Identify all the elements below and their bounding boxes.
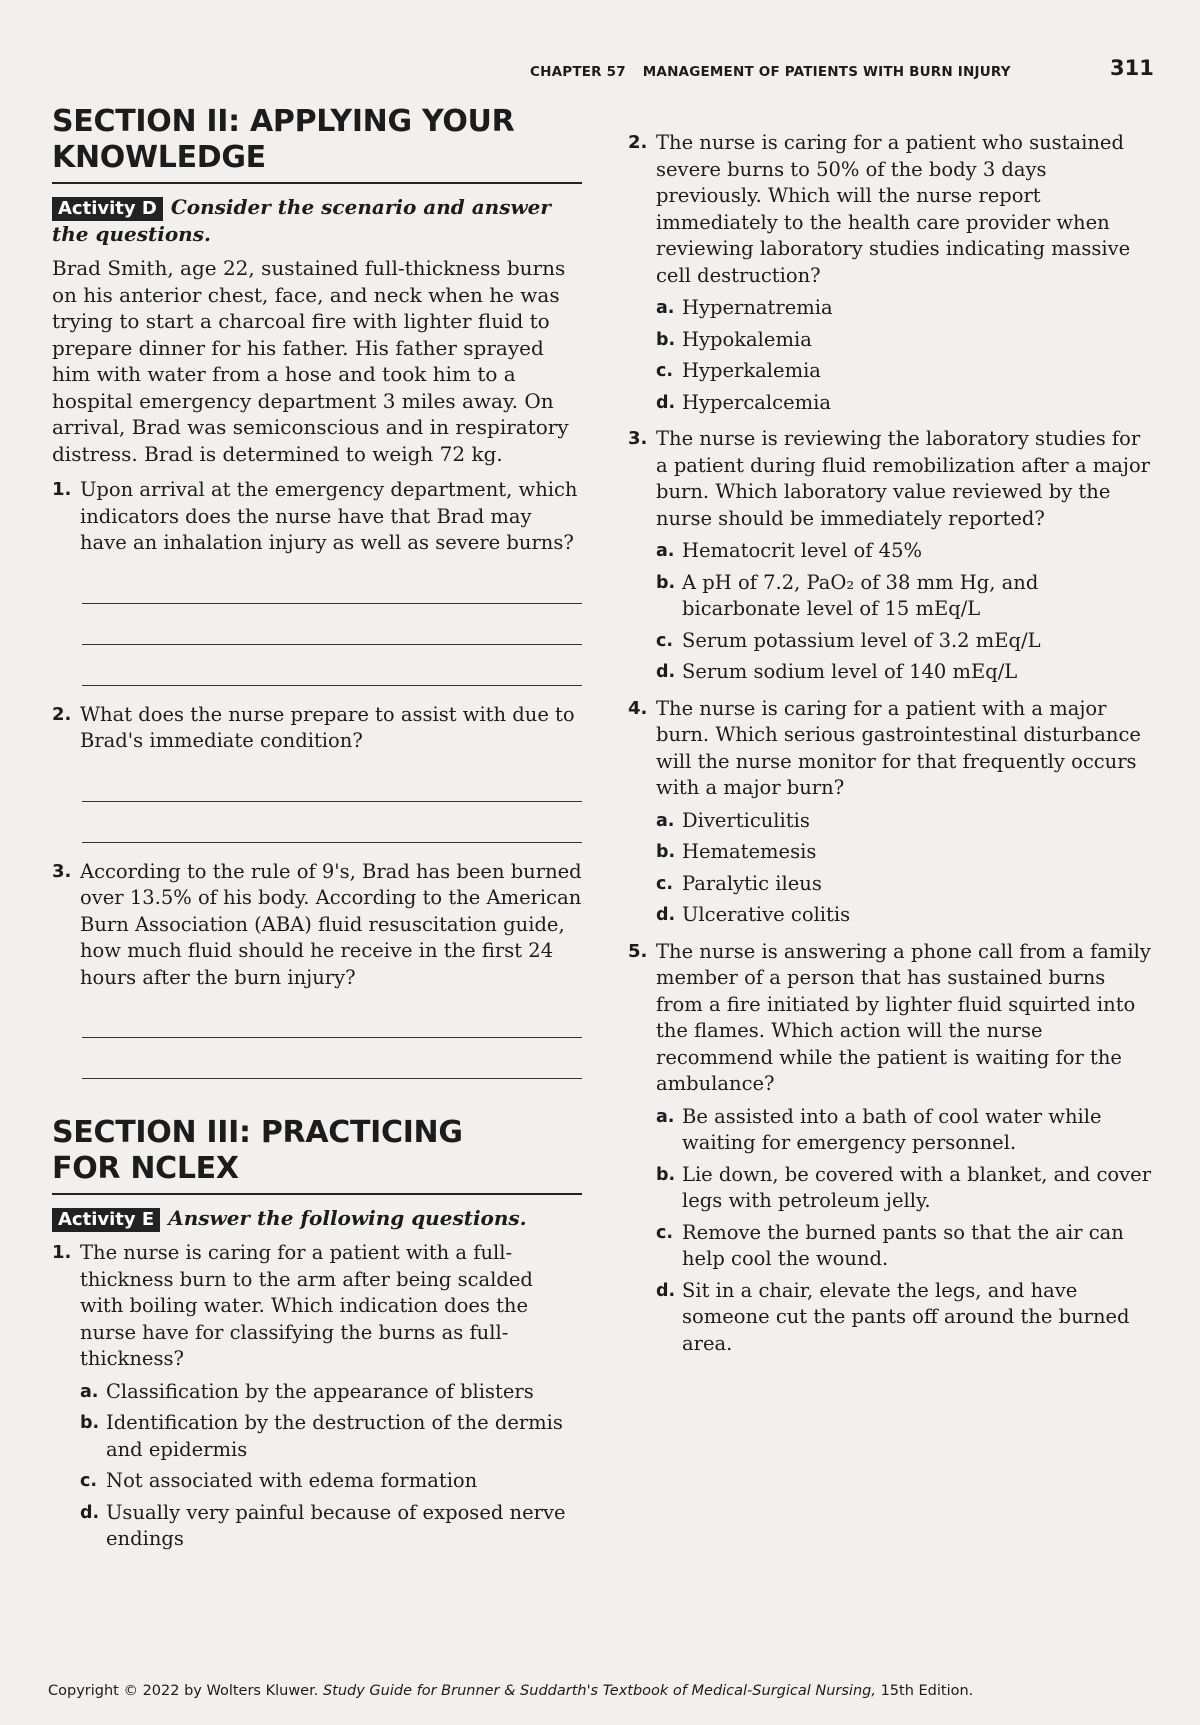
answer-option[interactable]: c. Hyperkalemia [656, 359, 821, 382]
question-text: The nurse is caring for a patient with a major burn. Which serious gastrointestinal disturbance will the nurse monitor for that frequently occurs with a major burn? [656, 696, 1141, 799]
answer-option[interactable]: d. Serum sodium level of 140 mEq/L [656, 660, 1018, 683]
question-text: The nurse is caring for a patient with a full-thickness burn to the arm after being scalded with boiling water. Which indication does the nurse have for classifying the burns as full-thickness? [80, 1241, 533, 1370]
question-number: 2. [628, 132, 648, 153]
activity-e-header [52, 1205, 582, 1232]
activity-e-instruction: Answer the following questions. [168, 1206, 527, 1230]
answer-option[interactable]: b. A pH of 7.2, PaO₂ of 38 mm Hg, and bicarbonate level of 15 mEq/L [656, 570, 1039, 620]
activity-d-badge: Activity D [52, 197, 163, 221]
nclex-question-4 [628, 696, 1153, 929]
scenario-question-3 [52, 859, 582, 1080]
activity-e-badge: Activity E [52, 1208, 160, 1232]
answer-option[interactable]: c. Serum potassium level of 3.2 mEq/L [656, 628, 1041, 652]
answer-option[interactable]: a. Diverticulitis [656, 808, 810, 832]
book-title: Study Guide for Brunner & Suddarth's Textbook of Medical-Surgical Nursing, [322, 1683, 876, 1699]
answer-option[interactable]: b. Lie down, be covered with a blanket, and cover legs with petroleum jelly. [656, 1162, 1152, 1212]
section-3-title: SECTION III: PRACTICING FOR NCLEX [52, 1115, 582, 1195]
answer-option[interactable]: a. Be assisted into a bath of cool water while waiting for emergency personnel. [656, 1104, 1102, 1154]
question-text: The nurse is caring for a patient who sustained severe burns to 50% of the body 3 days previously. Which will the nurse report immediately to the health care provider when reviewing laboratory studies indicating massive cell destruction? [656, 131, 1131, 287]
answer-option[interactable]: d. Hypercalcemia [656, 390, 831, 414]
copyright-footer: Copyright © 2022 by Wolters Kluwer. Study Guide for Brunner & Suddarth's Textbook of Medical-Surgical Nursing, 15th Edition. [48, 1683, 974, 1699]
section-2-title: SECTION II: APPLYING YOUR KNOWLEDGE [52, 104, 582, 184]
answer-option[interactable]: d. Sit in a chair, elevate the legs, and have someone cut the pants off around the burned area. [656, 1278, 1130, 1355]
answer-line[interactable] [82, 997, 582, 1038]
question-text: What does the nurse prepare to assist with due to Brad's immediate condition? [80, 702, 575, 752]
question-text: The nurse is answering a phone call from a family member of a person that has sustained burns from a fire initiated by lighter fluid squirted into the flames. Which action will the nurse recommend while the patient is waiting for the ambulance? [656, 939, 1151, 1095]
question-number: 5. [628, 940, 648, 962]
question-number: 3. [52, 860, 72, 882]
answer-line[interactable] [82, 802, 582, 843]
chapter-number: CHAPTER 57 [530, 64, 626, 80]
question-number: 2. [52, 703, 72, 725]
left-column [52, 104, 582, 1563]
nclex-question-3 [628, 426, 1153, 686]
question-number: 3. [628, 428, 648, 449]
question-number: 4. [628, 697, 648, 719]
answer-option[interactable]: a. Hematocrit level of 45% [656, 539, 923, 562]
answer-option[interactable]: b. Hypokalemia [656, 327, 812, 351]
question-number: 1. [52, 1242, 72, 1263]
case-scenario: Brad Smith, age 22, sustained full-thickness burns on his anterior chest, face, and neck when he was trying to start a charcoal fire with lighter fluid to prepare dinner for his father. His father sprayed him with water from a hose and took him to a hospital emergency department 3 miles away. On arrival, Brad was semiconscious and in respiratory distress. Brad is determined to weigh 72 kg. [52, 256, 569, 466]
answer-option[interactable]: b. Hematemesis [656, 840, 817, 863]
nclex-question-5 [628, 939, 1153, 1358]
answer-option[interactable]: c. Paralytic ileus [656, 871, 822, 895]
right-column [628, 130, 1153, 1367]
question-text: According to the rule of 9's, Brad has been burned over 13.5% of his body. According to the American Burn Association (ABA) fluid resuscitation guide, how much fluid should he receive in the first 24 hours after the burn injury? [80, 859, 582, 989]
answer-option[interactable]: d. Usually very painful because of exposed nerve endings [80, 1500, 566, 1550]
answer-option[interactable]: a. Classification by the appearance of blisters [80, 1379, 534, 1403]
answer-option[interactable]: a. Hypernatremia [656, 296, 833, 319]
question-text: Upon arrival at the emergency department, which indicators does the nurse have that Brad may have an inhalation injury as well as severe burns? [80, 478, 578, 554]
question-text: The nurse is reviewing the laboratory studies for a patient during fluid remobilization after a major burn. Which laboratory value reviewed by the nurse should be immediately reported? [656, 427, 1151, 530]
answer-line[interactable] [82, 604, 582, 645]
answer-option[interactable]: c. Not associated with edema formation [80, 1469, 478, 1492]
scenario-question-1 [52, 477, 582, 686]
answer-option[interactable]: d. Ulcerative colitis [656, 903, 851, 926]
answer-line[interactable] [82, 563, 582, 604]
nclex-question-2 [628, 130, 1153, 416]
activity-d-header [52, 194, 582, 247]
nclex-question-1 [52, 1240, 582, 1553]
answer-option[interactable]: b. Identification by the destruction of the dermis and epidermis [80, 1411, 563, 1461]
running-header [530, 64, 1130, 80]
answer-line[interactable] [82, 645, 582, 686]
chapter-title: MANAGEMENT OF PATIENTS WITH BURN INJURY [642, 64, 1011, 80]
question-number: 1. [52, 479, 72, 500]
activity-d-instruction: Consider the scenario and answer the questions. [52, 195, 551, 246]
answer-line[interactable] [82, 761, 582, 802]
answer-option[interactable]: c. Remove the burned pants so that the air can help cool the wound. [656, 1220, 1124, 1270]
page-number: 311 [1110, 56, 1154, 80]
answer-line[interactable] [82, 1038, 582, 1079]
scenario-question-2 [52, 702, 582, 843]
